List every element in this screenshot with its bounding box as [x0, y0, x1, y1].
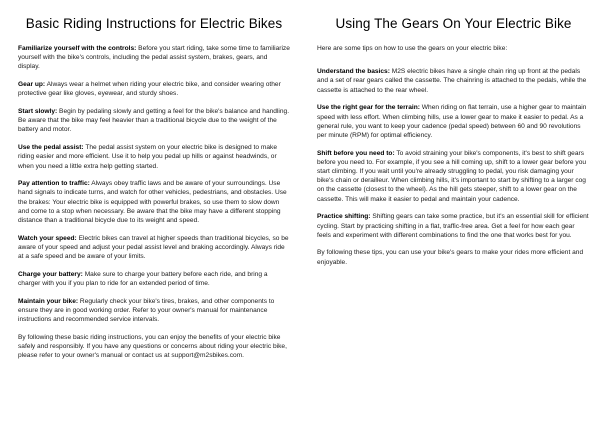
instruction-paragraph: [18, 179, 290, 225]
gear-tip-paragraph: [317, 212, 590, 240]
instruction-body: Make sure to charge your battery before each ride, and bring a charger with you if you plan to ride for an extended period of time.: [18, 270, 268, 288]
instruction-heading: Start slowly:: [18, 108, 58, 116]
instruction-body: Always wear a helmet when riding your electric bike, and consider wearing other protective gear like gloves, eyewear, and sturdy shoes.: [18, 81, 281, 98]
instruction-paragraph: [18, 234, 290, 262]
gear-tip-paragraph: [317, 67, 590, 95]
instruction-body: Before you start riding, take some time to familiarize yourself with the bike's controls, including the pedal assist system, brakes, gears, and display.: [18, 45, 290, 71]
right-column: [300, 0, 600, 424]
gear-tip-body: When riding on flat terrain, use a higher gear to maintain speed with less effort. When climbing hills, use a lower gear to make it easier to pedal. As a general rule, you want to keep your cadence (pedal speed) between 60 and 90 revolutions per minute (RPM) for optimal efficiency.: [317, 104, 587, 139]
instruction-paragraph: [18, 143, 290, 171]
gear-tip-body: M2S electric bikes have a single chain ring up front at the pedals and a set of rear gears called the cassette. The chainring is attached to the pedals, while the cassette is attached to the rear wheel.: [317, 68, 587, 94]
instruction-heading: Gear up:: [18, 81, 46, 89]
instruction-body: The pedal assist system on your electric bike is designed to make riding easier and more efficient. Use it to help you pedal up hills or against headwinds, or when you need a little extra help getting started.: [18, 144, 277, 170]
gear-tip-body: Shifting gears can take some practice, but it's an essential skill for efficient cycling. Start by practicing shifting in a flat, traffic-free area. Get a feel for how each gear feels and experiment with different combinations to find the one that works best for you.: [317, 213, 589, 239]
instruction-body: Electric bikes can travel at higher speeds than traditional bicycles, so be aware of your speed and adjust your pedal assist level and braking accordingly. Always ride at a safe speed and be aware of your limits.: [18, 234, 289, 261]
gear-tip-paragraph: [317, 149, 590, 204]
instruction-paragraph: [18, 44, 290, 72]
gear-tip-body: To avoid straining your bike's components, it's best to shift gears before you need to. For example, if you see a hill coming up, shift to a lower gear before you start climbing. If you wait until you're already struggling to pedal, you risk damaging your bike's chain or derailleur. When climbing hills, it's important to start by shifting to a larger cog on the cassette (closest to the wheel). As the hill gets steeper, shift to a lower gear on the cassette. This will make it easier to pedal and maintain your cadence.: [317, 149, 587, 203]
gear-tip-heading: Understand the basics:: [317, 68, 390, 76]
instruction-body: Always obey traffic laws and be aware of your surroundings. Use hand signals to indicate turns, and watch for other vehicles, pedestrians, and obstacles. Use the brakes: Your electric bike is equipped with powerful brakes, so use them to slow down and come to a stop when necessary. Be aware that the bike may have a different stopping distance than a traditional bicycle due to its weight and speed.: [18, 180, 287, 225]
instruction-body: Begin by pedaling slowly and getting a feel for the bike's balance and handling. Be aware that the bike may feel heavier than a traditional bicycle due to the weight of the battery and motor.: [18, 108, 290, 134]
left-closing-paragraph: By following these basic riding instructions, you can enjoy the benefits of your electric bike safely and responsibly. If you have any questions or concerns about riding your electric bike, please refer to your owner's manual or contact us at support@m2sbikes.com.: [18, 333, 287, 360]
instruction-heading: Watch your speed:: [18, 234, 77, 242]
instruction-body: Regularly check your bike's tires, brakes, and other components to ensure they are in good working order. Refer to your owner's manual for maintenance instructions and recommended service intervals.: [18, 297, 275, 324]
right-intro-paragraph: Here are some tips on how to use the gears on your electric bike:: [317, 45, 508, 52]
gear-tip-paragraph: [317, 103, 590, 140]
gear-tip-heading: Shift before you need to:: [317, 149, 395, 157]
gear-tip-heading: Use the right gear for the terrain:: [317, 104, 420, 112]
instruction-heading: Maintain your bike:: [18, 297, 79, 305]
instruction-paragraph: [18, 297, 290, 325]
instruction-heading: Charge your battery:: [18, 270, 83, 278]
instruction-heading: Use the pedal assist:: [18, 144, 84, 152]
right-closing-paragraph: By following these tips, you can use your bike's gears to make your rides more efficient and enjoyable.: [317, 249, 584, 266]
instruction-paragraph: [18, 270, 290, 288]
left-title: Basic Riding Instructions for Electric Bikes: [25, 16, 283, 31]
instruction-heading: Pay attention to traffic:: [18, 180, 90, 188]
right-title: Using The Gears On Your Electric Bike: [335, 16, 572, 31]
instruction-paragraph: [18, 107, 290, 135]
gear-tip-heading: Practice shifting:: [317, 213, 371, 221]
instruction-paragraph: [18, 80, 290, 98]
instruction-heading: Familiarize yourself with the controls:: [18, 45, 137, 52]
